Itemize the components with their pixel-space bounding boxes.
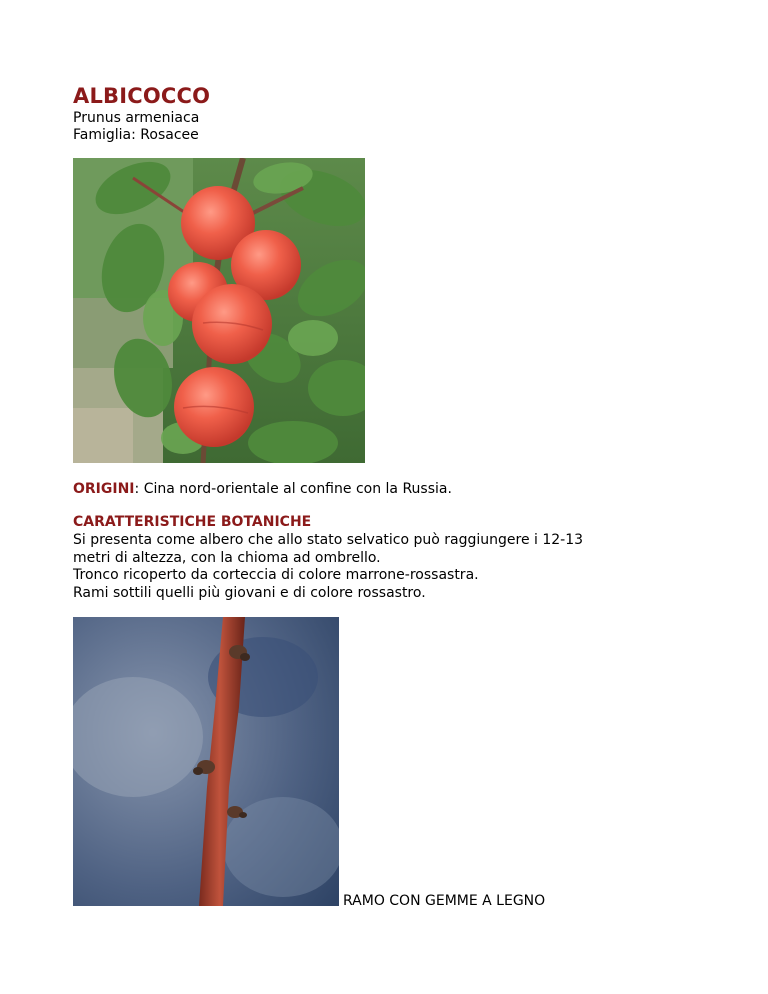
botanica-line: metri di altezza, con la chioma ad ombrello. — [73, 549, 381, 566]
branch-caption: RAMO CON GEMME A LEGNO — [343, 893, 546, 909]
botanica-line: Rami sottili quelli più giovani e di colore rossastro. — [73, 584, 426, 601]
origini-paragraph — [73, 481, 452, 498]
branch-photo — [73, 617, 339, 906]
scientific-name: Prunus armeniaca — [73, 110, 200, 126]
botanica-line: Tronco ricoperto da corteccia di colore marrone-rossastra. — [73, 567, 479, 583]
family-name: Famiglia: Rosacee — [73, 127, 199, 143]
botanica-text — [73, 532, 693, 602]
page-title: ALBICOCCO — [73, 84, 211, 108]
origini-label: ORIGINI — [73, 481, 135, 497]
botanica-line: Si presenta come albero che allo stato selvatico può raggiungere i 12-13 — [73, 532, 584, 548]
origini-text: : Cina nord-orientale al confine con la Russia. — [134, 481, 452, 497]
botanica-heading: CARATTERISTICHE BOTANICHE — [73, 514, 312, 530]
fruit-photo — [73, 158, 365, 463]
